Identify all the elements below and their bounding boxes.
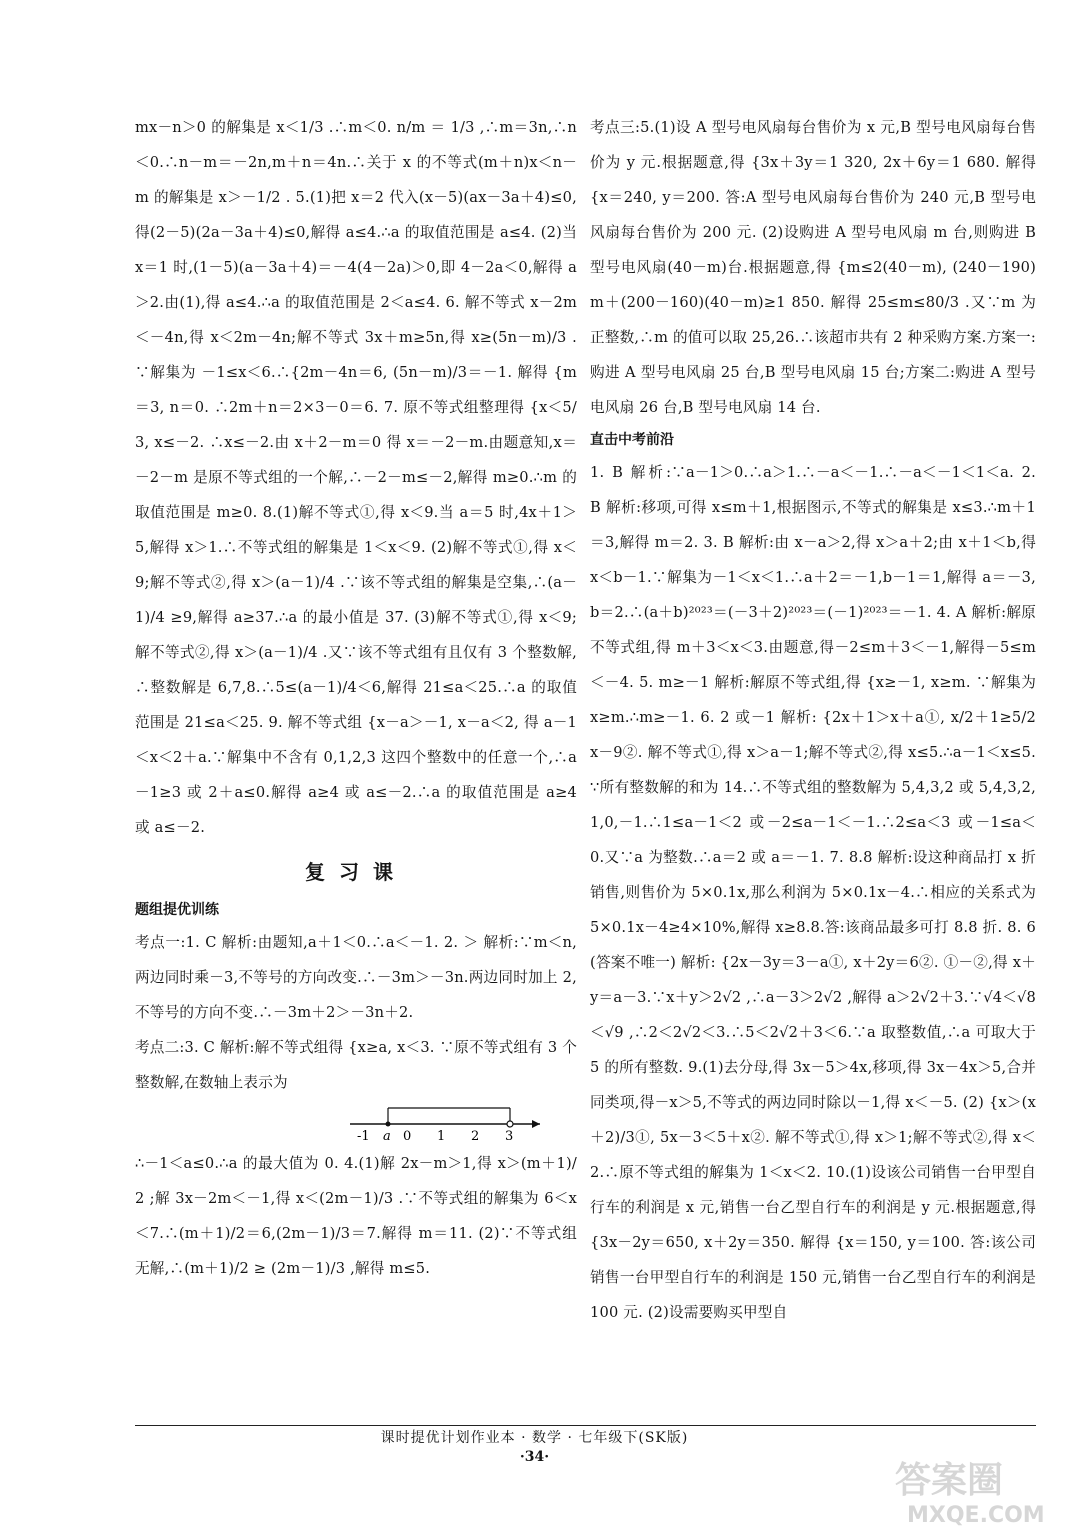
chapter-title: 复习课 <box>305 860 407 884</box>
watermark-text-2: MXQE.COM <box>907 1503 1045 1528</box>
section-title-right: 直击中考前沿 <box>590 432 674 448</box>
left-paragraph-4: ∴－1＜a≤0.∴a 的最大值为 0. 4.(1)解 2x－m＞1,得 x＞(m＋1)/2 ;解 3x－2m＜－1,得 x＜(2m－1)/3 .∵不等式组的解集为 6＜x＜7.∴(m＋1)/2＝6,(2m－1)/3＝7.解得 m＝11. (2)∵不等式组无解,∴(m＋1)/2 ≥ (2m－1)/3 ,解得 m≤5. <box>135 1155 577 1277</box>
numberline-label-0: 0 <box>403 1129 412 1142</box>
left-paragraph-3: 考点二:3. C 解析:解不等式组得 {x≥a, x＜3. ∵原不等式组有 3 个整数解,在数轴上表示为 <box>135 1039 577 1091</box>
numberline-label-neg1: -1 <box>357 1129 370 1142</box>
numberline-label-2: 2 <box>471 1129 480 1142</box>
numberline-label-a: a <box>383 1129 391 1142</box>
section-title-left: 题组提优训练 <box>135 902 219 918</box>
footer-book-title: 课时提优计划作业本 · 数学 · 七年级下(SK版) <box>380 1430 689 1446</box>
right-paragraph-2: 1. B 解析:∵a－1＞0.∴a＞1.∴－a＜－1.∴－a＜－1＜1＜a. 2. B 解析:移项,可得 x≤m＋1,根据图示,不等式的解集是 x≤3.∴m＋1＝3,解得 m＝2. 3. B 解析:由 x－a＞2,得 x＞a＋2;由 x＋1＜b,得 x＜b－1.∵解集为－1＜x＜1.∴a＋2＝－1,b－1＝1,解得 a＝－3,b＝2.∴(a＋b)²⁰²³＝(－3＋2)²⁰²³＝(－1)²⁰²³＝－1. 4. A 解析:解原不等式组,得 m＋3＜x＜3.由题意,得－2≤m＋3＜－1,解得－5≤m＜－4. 5. m≥－1 解析:解原不等式组,得 {x≥－1, x≥m. ∵解集为 x≥m.∴m≥－1. 6. 2 或－1 解析: {2x＋1＞x＋a①, x/2＋1≥5/2 x－9②. 解不等式①,得 x＞a－1;解不等式②,得 x≤5.∴a－1＜x≤5.∵所有整数解的和为 14.∴不等式组的整数解为 5,4,3,2 或 5,4,3,2,1,0,－1.∴1≤a－1＜2 或－2≤a－1＜－1.∴2≤a＜3 或－1≤a＜0.又∵a 为整数.∴a＝2 或 a＝－1. 7. 8.8 解析:设这种商品打 x 折销售,则售价为 5×0.1x,那么利润为 5×0.1x－4.∴相应的关系式为 5×0.1x－4≥4×10%,解得 x≥8.8.答:该商品最多可打 8.8 折. 8. 6(答案不唯一) 解析: {2x－3y＝3－a①, x＋2y＝6②. ①－②,得 x＋y＝a－3.∵x＋y＞2√2 ,∴a－3＞2√2 ,解得 a＞2√2＋3.∵√4＜√8＜√9 ,∴2＜2√2＜3.∴5＜2√2＋3＜6.∵a 取整数值,∴a 可取大于 5 的所有整数. 9.(1)去分母,得 3x－5＞4x,移项,得 3x－4x＞5,合并同类项,得－x＞5,不等式的两边同时除以－1,得 x＜－5. (2) {x＞(x＋2)/3①, 5x－3＜5＋x②. 解不等式①,得 x＞1;解不等式②,得 x＜2.∴原不等式组的解集为 1＜x＜2. 10.(1)设该公司销售一台甲型自行车的利润是 x 元,销售一台乙型自行车的利润是 y 元.根据题意,得 {3x－2y＝650, x＋2y＝350. 解得 {x＝150, y＝100. 答:该公司销售一台甲型自行车的利润是 150 元,销售一台乙型自行车的利润是 100 元. (2)设需要购买甲型自 <box>590 464 1036 1321</box>
right-paragraph-1: 考点三:5.(1)设 A 型号电风扇每台售价为 x 元,B 型号电风扇每台售价为 y 元.根据题意,得 {3x＋3y＝1 320, 2x＋6y＝1 680. 解得 {x＝240, y＝200. 答:A 型号电风扇每台售价为 240 元,B 型号电风扇每台售价为 200 元. (2)设购进 A 型号电风扇 m 台,则购进 B 型号电风扇(40－m)台.根据题意,得 {m≤2(40－m), (240－190)m＋(200－160)(40－m)≥1 850. 解得 25≤m≤80/3 .又∵m 为正整数,∴m 的值可以取 25,26.∴该超市共有 2 种采购方案.方案一:购进 A 型号电风扇 25 台,B 型号电风扇 15 台;方案二:购进 A 型号电风扇 26 台,B 型号电风扇 14 台. <box>590 119 1036 416</box>
left-column <box>135 110 577 1286</box>
right-column <box>590 110 1036 1330</box>
number-line-figure <box>345 1102 545 1142</box>
footer-divider <box>135 1425 1036 1426</box>
watermark-text-1: 答案圈 <box>895 1460 1004 1501</box>
left-paragraph-1: mx－n＞0 的解集是 x＜1/3 .∴m＜0. n/m ＝ 1/3 ,∴m＝3n,∴n＜0.∴n－m＝－2n,m＋n＝4n.∴关于 x 的不等式(m＋n)x＜n－m 的解集是 x＞－1/2 . 5.(1)把 x＝2 代入(x－5)(ax－3a＋4)≤0,得(2－5)(2a－3a＋4)≤0,解得 a≤4.∴a 的取值范围是 a≤4. (2)当 x＝1 时,(1－5)(a－3a＋4)＝－4(4－2a)＞0,即 4－2a＜0,解得 a＞2.由(1),得 a≤4.∴a 的取值范围是 2＜a≤4. 6. 解不等式 x－2m＜－4n,得 x＜2m－4n;解不等式 3x＋m≥5n,得 x≥(5n－m)/3 .∵解集为 －1≤x＜6.∴{2m－4n＝6, (5n－m)/3＝－1. 解得 {m＝3, n＝0. ∴2m＋n＝2×3－0＝6. 7. 原不等式组整理得 {x＜5/3, x≤－2. ∴x≤－2.由 x＋2－m＝0 得 x＝－2－m.由题意知,x＝－2－m 是原不等式组的一个解,∴－2－m≤－2,解得 m≥0.∴m 的取值范围是 m≥0. 8.(1)解不等式①,得 x＜9.当 a＝5 时,4x＋1＞5,解得 x＞1.∴不等式组的解集是 1＜x＜9. (2)解不等式①,得 x＜9;解不等式②,得 x＞(a－1)/4 .∵该不等式组的解集是空集,∴(a－1)/4 ≥9,解得 a≥37.∴a 的最小值是 37. (3)解不等式①,得 x＜9;解不等式②,得 x＞(a－1)/4 .又∵该不等式组有且仅有 3 个整数解,∴整数解是 6,7,8.∴5≤(a－1)/4＜6,解得 21≤a＜25.∴a 的取值范围是 21≤a＜25. 9. 解不等式组 {x－a＞－1, x－a＜2, 得 a－1＜x＜2＋a.∵解集中不含有 0,1,2,3 这四个整数中的任意一个,∴a－1≥3 或 2＋a≤0.解得 a≥4 或 a≤－2.∴a 的取值范围是 a≥4 或 a≤－2. <box>135 119 577 836</box>
watermark-logo <box>885 1450 1055 1530</box>
numberline-label-3: 3 <box>505 1129 514 1142</box>
page-number: ·34· <box>519 1449 550 1465</box>
left-paragraph-2: 考点一:1. C 解析:由题知,a＋1＜0.∴a＜－1. 2. ＞ 解析:∵m＜n,两边同时乘－3,不等号的方向改变.∴－3m＞－3n.两边同时加上 2,不等号的方向不变.∴－3m＋2＞－3n＋2. <box>135 934 577 1021</box>
numberline-label-1: 1 <box>437 1129 446 1142</box>
